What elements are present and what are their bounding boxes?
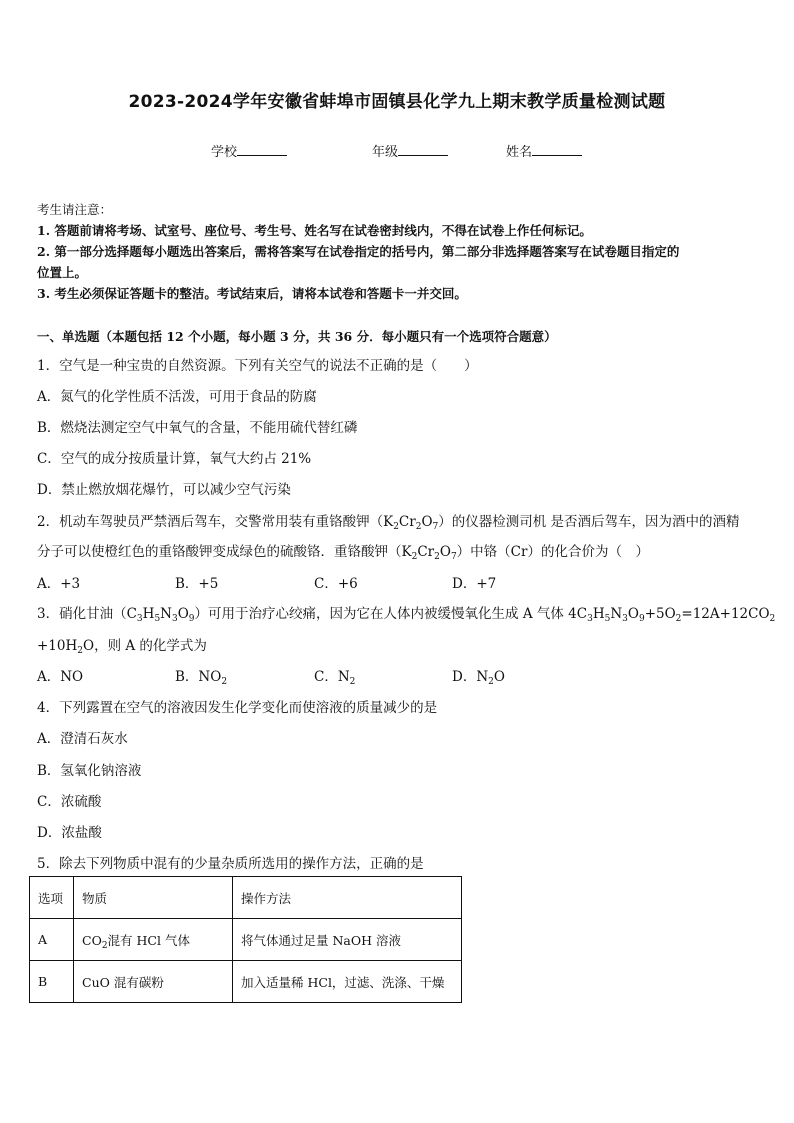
grade-blank[interactable] — [398, 143, 448, 156]
q3-stem-line2: $+10H_2O$，则 A 的化学式为 — [37, 638, 207, 656]
table-cell-substance: CuO 混有碳粉 — [74, 961, 233, 1003]
table-cell-option: A — [30, 919, 74, 961]
q1-stem: 1．空气是一种宝贵的自然资源。下列有关空气的说法不正确的是（ ） — [37, 358, 478, 374]
q1-option-a: A．氮气的化学性质不活泼，可用于食品的防腐 — [37, 389, 317, 405]
q2-option-d: D．+7 — [452, 576, 497, 592]
table-header-cell: 选项 — [30, 877, 74, 919]
q4-option-c: C．浓硫酸 — [37, 794, 102, 810]
q3-stem-line1: 3．硝化甘油$(C_3H_5N_3O_9)$可用于治疗心绞痛，因为它在人体内被缓慢氧化生成 A 气体 $4C_3H_5N_3O_9+5O_2=12A+12CO_2$ — [37, 606, 776, 624]
table-row — [30, 919, 462, 961]
q4-option-d: D．浓盐酸 — [37, 825, 102, 841]
grade-field — [372, 141, 448, 160]
name-field — [506, 141, 582, 160]
table-cell-method: 将气体通过足量 NaOH 溶液 — [233, 919, 462, 961]
q2-option-c: C．+6 — [314, 576, 358, 592]
table-cell-substance: $CO_2$混有 HCl 气体 — [74, 919, 233, 961]
page-title: 2023-2024学年安徽省蚌埠市固镇县化学九上期末教学质量检测试题 — [128, 92, 666, 112]
table-cell-option: B — [30, 961, 74, 1003]
q4-stem: 4．下列露置在空气的溶液因发生化学变化而使溶液的质量减少的是 — [37, 700, 438, 716]
q3-option-a: A．NO — [37, 669, 84, 685]
q1-option-b: B．燃烧法测定空气中氧气的含量，不能用硫代替红磷 — [37, 420, 358, 436]
name-blank[interactable] — [532, 143, 582, 156]
q5-stem: 5．除去下列物质中混有的少量杂质所选用的操作方法，正确的是 — [37, 856, 424, 872]
q1-option-c: C．空气的成分按质量计算，氧气大约占 21% — [37, 451, 312, 467]
name-label: 姓名 — [506, 145, 533, 160]
q4-option-a: A．澄清石灰水 — [37, 731, 128, 747]
school-label: 学校 — [211, 145, 238, 160]
table-header-row — [30, 877, 462, 919]
school-field — [211, 141, 287, 160]
school-blank[interactable] — [237, 143, 287, 156]
q2-stem-line2: 分子可以使橙红色的重铬酸钾变成绿色的硫酸铬．重铬酸钾$(K_2Cr_2O_7)$中铬（Cr）的化合价为（ ） — [37, 544, 649, 562]
notice-item-1: 1. 答题前请将考场、试室号、座位号、考生号、姓名写在试卷密封线内，不得在试卷上作任何标记。 — [37, 223, 592, 238]
grade-label: 年级 — [372, 145, 399, 160]
table-header-cell: 物质 — [74, 877, 233, 919]
notice-heading: 考生请注意： — [37, 202, 113, 217]
q2-stem-line1: 2．机动车驾驶员严禁酒后驾车，交警常用装有重铬酸钾$(K_2Cr_2O_7)$的仪器检测司机 是否酒后驾车，因为酒中的酒精 — [37, 514, 740, 532]
q2-option-a: A．+3 — [37, 576, 81, 592]
notice-item-2-cont: 位置上。 — [37, 265, 88, 280]
q3-option-b: B．$NO_2$ — [175, 669, 228, 687]
table-row — [30, 961, 462, 1003]
q3-option-d: D．$N_2O$ — [452, 669, 505, 687]
q1-option-d: D．禁止燃放烟花爆竹，可以减少空气污染 — [37, 482, 291, 498]
q3-option-c: C．$N_2$ — [314, 669, 356, 687]
notice-item-3: 3. 考生必须保证答题卡的整洁。考试结束后，请将本试卷和答题卡一并交回。 — [37, 286, 467, 301]
section-heading: 一、单选题（本题包括 12 个小题，每小题 3 分，共 36 分．每小题只有一个选项符合题意） — [37, 329, 557, 344]
q4-option-b: B．氢氧化钠溶液 — [37, 763, 142, 779]
q5-table — [29, 876, 462, 1003]
table-cell-method: 加入适量稀 HCl，过滤、洗涤、干燥 — [233, 961, 462, 1003]
q2-option-b: B．+5 — [175, 576, 219, 592]
table-header-cell: 操作方法 — [233, 877, 462, 919]
notice-item-2: 2. 第一部分选择题每小题选出答案后，需将答案写在试卷指定的括号内，第二部分非选择题答案写在试卷题目指定的 — [37, 244, 680, 259]
